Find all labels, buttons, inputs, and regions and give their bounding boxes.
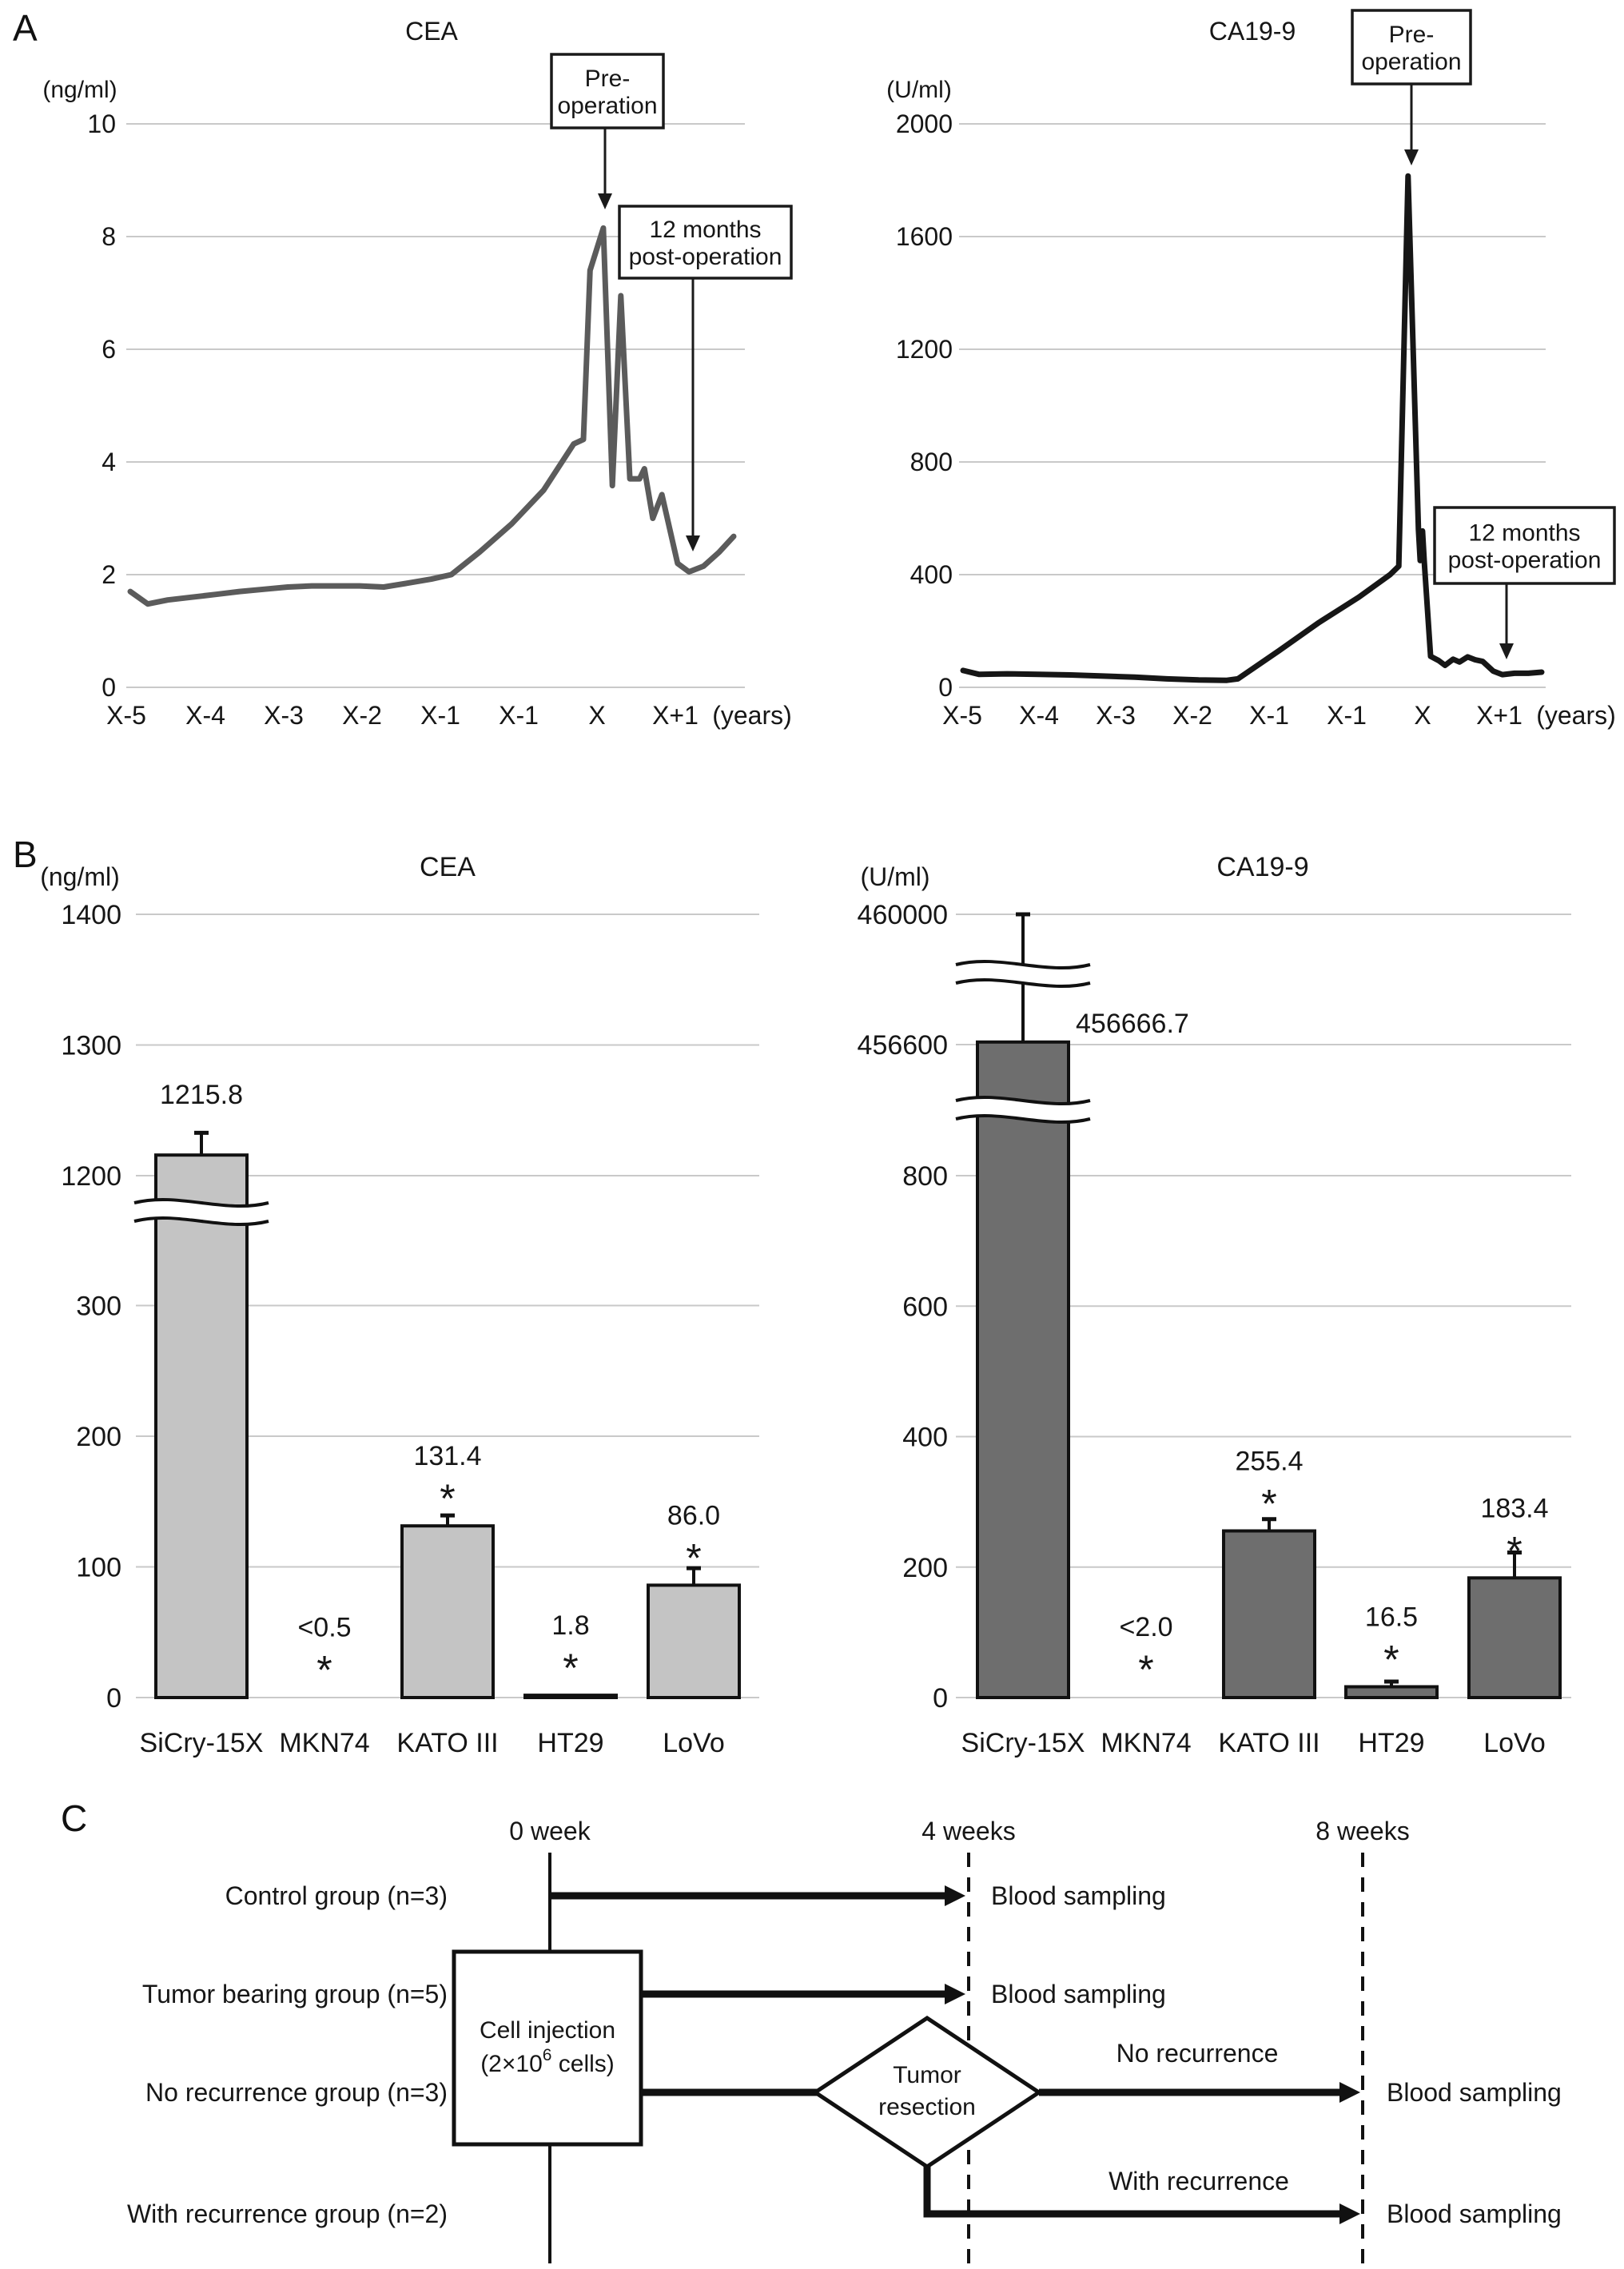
chart-title-ca19-9: CA19-9: [1216, 852, 1309, 882]
annotation-text-pre-operation: Pre-: [1388, 22, 1435, 48]
bar-ht29: [1346, 1687, 1437, 1698]
cell-injection-text-line2: ($2\times 10^6$ cells): [480, 2046, 615, 2077]
bar-sicry-15x: [156, 1155, 247, 1698]
y-tick-label-300: 300: [76, 1291, 121, 1322]
annotation-text-pre-operation: operation: [557, 93, 658, 119]
blood-sampling-label-1: Blood sampling: [991, 1881, 1166, 1910]
panel-b-label: B: [13, 834, 38, 875]
x-category-label-ht29: HT29: [1358, 1728, 1425, 1758]
significance-asterisk-lovo: *: [1507, 1528, 1522, 1574]
branch-label-with-recurrence: With recurrence: [1109, 2167, 1289, 2195]
y-tick-label-8: 8: [102, 222, 116, 251]
y-tick-label-2: 2: [102, 560, 116, 589]
y-tick-label-0: 0: [933, 1683, 948, 1714]
y-axis-unit: (U/ml): [860, 862, 930, 891]
y-tick-label-460000: 460000: [857, 900, 948, 931]
chart-title-cea: CEA: [405, 17, 458, 46]
y-tick-label-6: 6: [102, 335, 116, 364]
annotation-text-12-months-post-operation: 12 months: [649, 217, 762, 243]
x-tick-label-0: X-5: [942, 701, 982, 730]
y-tick-label-100: 100: [76, 1552, 121, 1583]
x-tick-label-7: X+1: [1476, 701, 1522, 730]
panel-c-label: C: [61, 1797, 88, 1839]
significance-asterisk-mkn74: *: [1138, 1646, 1154, 1692]
bar-lovo: [648, 1585, 739, 1698]
y-tick-label-10: 10: [87, 109, 116, 138]
blood-sampling-label-4: Blood sampling: [1387, 2199, 1562, 2228]
x-category-label-mkn74: MKN74: [279, 1728, 370, 1758]
x-tick-label-3: X-2: [1172, 701, 1212, 730]
annotation-text-12-months-post-operation: 12 months: [1468, 519, 1581, 547]
timepoint-label-8-weeks: 8 weeks: [1316, 1817, 1410, 1845]
x-category-label-sicry-15x: SiCry-15X: [961, 1728, 1085, 1758]
x-tick-label-0: X-5: [106, 701, 146, 730]
bar-sicry-15x: [977, 1042, 1069, 1698]
annotation-text-pre-operation: Pre-: [584, 66, 631, 92]
significance-asterisk-ht29: *: [1383, 1637, 1399, 1682]
x-tick-label-4: X-1: [1249, 701, 1289, 730]
x-category-label-lovo: LoVo: [663, 1728, 725, 1758]
y-axis-unit: (ng/ml): [42, 77, 117, 103]
group-label-tumor-bearing-group-n-5: Tumor bearing group (n=5): [141, 1980, 448, 2008]
significance-asterisk-lovo: *: [686, 1535, 702, 1581]
y-tick-label-800: 800: [902, 1161, 948, 1192]
blood-sampling-label-2: Blood sampling: [991, 1980, 1166, 2008]
y-tick-label-1200: 1200: [61, 1161, 121, 1192]
chart-title-cea: CEA: [420, 852, 476, 882]
bar-kato-iii: [402, 1526, 493, 1698]
significance-asterisk-mkn74: *: [316, 1647, 332, 1693]
x-category-label-mkn74: MKN74: [1101, 1728, 1192, 1758]
y-tick-label-1300: 1300: [61, 1030, 121, 1061]
y-tick-label-1600: 1600: [895, 222, 953, 251]
y-tick-label-400: 400: [902, 1422, 948, 1453]
y-tick-label-800: 800: [910, 448, 953, 476]
blood-sampling-label-3: Blood sampling: [1387, 2078, 1562, 2107]
y-tick-label-1400: 1400: [61, 900, 121, 930]
significance-asterisk-kato-iii: *: [440, 1476, 456, 1522]
y-tick-label-200: 200: [902, 1552, 948, 1583]
cell-injection-text-line1: Cell injection: [479, 2017, 616, 2044]
significance-asterisk-ht29: *: [563, 1646, 579, 1691]
y-tick-label-600: 600: [902, 1292, 948, 1323]
bar-ht29: [525, 1695, 616, 1698]
group-label-with-recurrence-group-n-2: With recurrence group (n=2): [126, 2199, 448, 2228]
x-tick-label-3: X-2: [342, 701, 382, 730]
bar-kato-iii: [1224, 1531, 1315, 1698]
x-tick-label-1: X-4: [185, 701, 225, 730]
diamond-text-line2: resection: [878, 2094, 976, 2120]
value-label-lovo: 183.4: [1480, 1493, 1549, 1524]
x-tick-label-2: X-3: [264, 701, 304, 730]
value-label-kato-iii: 131.4: [413, 1441, 482, 1472]
x-tick-label-5: X-1: [499, 701, 539, 730]
value-label-ht29: 16.5: [1364, 1602, 1419, 1633]
annotation-text-12-months-post-operation: post-operation: [1447, 547, 1602, 574]
x-tick-label-5: X-1: [1327, 701, 1367, 730]
diamond-text-line1: Tumor: [893, 2062, 961, 2088]
value-label-lovo: 86.0: [667, 1500, 721, 1531]
x-axis-suffix: (years): [1536, 701, 1616, 730]
timepoint-label-0-week: 0 week: [509, 1817, 591, 1845]
chart-title-ca19-9: CA19-9: [1208, 17, 1296, 46]
x-tick-label-6: X: [1414, 701, 1431, 730]
y-tick-label-2000: 2000: [895, 109, 953, 138]
y-tick-label-0: 0: [102, 673, 116, 702]
x-category-label-kato-iii: KATO III: [396, 1728, 499, 1758]
x-tick-label-2: X-3: [1096, 701, 1136, 730]
x-category-label-lovo: LoVo: [1483, 1728, 1546, 1758]
value-label-sicry-15x: 456666.7: [1076, 1008, 1189, 1039]
branch-label-no-recurrence: No recurrence: [1116, 2039, 1279, 2068]
group-label-control-group-n-3: Control group (n=3): [225, 1881, 448, 1910]
x-category-label-sicry-15x: SiCry-15X: [139, 1728, 264, 1758]
x-tick-label-1: X-4: [1019, 701, 1059, 730]
y-tick-label-200: 200: [76, 1422, 121, 1452]
x-axis-suffix: (years): [712, 701, 792, 730]
value-label-mkn74: <0.5: [297, 1612, 352, 1643]
y-tick-label-400: 400: [910, 560, 953, 589]
y-tick-label-0: 0: [938, 673, 953, 702]
y-tick-label-456600: 456600: [857, 1030, 948, 1061]
bar-lovo: [1469, 1578, 1560, 1698]
value-label-sicry-15x: 1215.8: [160, 1080, 243, 1111]
x-tick-label-4: X-1: [420, 701, 460, 730]
x-tick-label-7: X+1: [652, 701, 699, 730]
x-category-label-kato-iii: KATO III: [1218, 1728, 1320, 1758]
value-label-mkn74: <2.0: [1119, 1611, 1173, 1642]
x-category-label-ht29: HT29: [537, 1728, 604, 1758]
significance-asterisk-kato-iii: *: [1261, 1481, 1277, 1527]
y-tick-label-0: 0: [106, 1683, 121, 1714]
y-axis-unit: (ng/ml): [40, 862, 120, 891]
annotation-text-12-months-post-operation: post-operation: [628, 244, 782, 270]
x-tick-label-6: X: [588, 701, 606, 730]
annotation-text-pre-operation: operation: [1361, 49, 1462, 75]
y-tick-label-1200: 1200: [895, 335, 953, 364]
y-axis-unit: (U/ml): [886, 77, 952, 103]
value-label-kato-iii: 255.4: [1235, 1446, 1304, 1477]
timepoint-label-4-weeks: 4 weeks: [921, 1817, 1016, 1845]
value-label-ht29: 1.8: [551, 1610, 590, 1642]
group-label-no-recurrence-group-n-3: No recurrence group (n=3): [145, 2078, 448, 2107]
y-tick-label-4: 4: [102, 448, 116, 476]
panel-a-label: A: [13, 7, 38, 49]
